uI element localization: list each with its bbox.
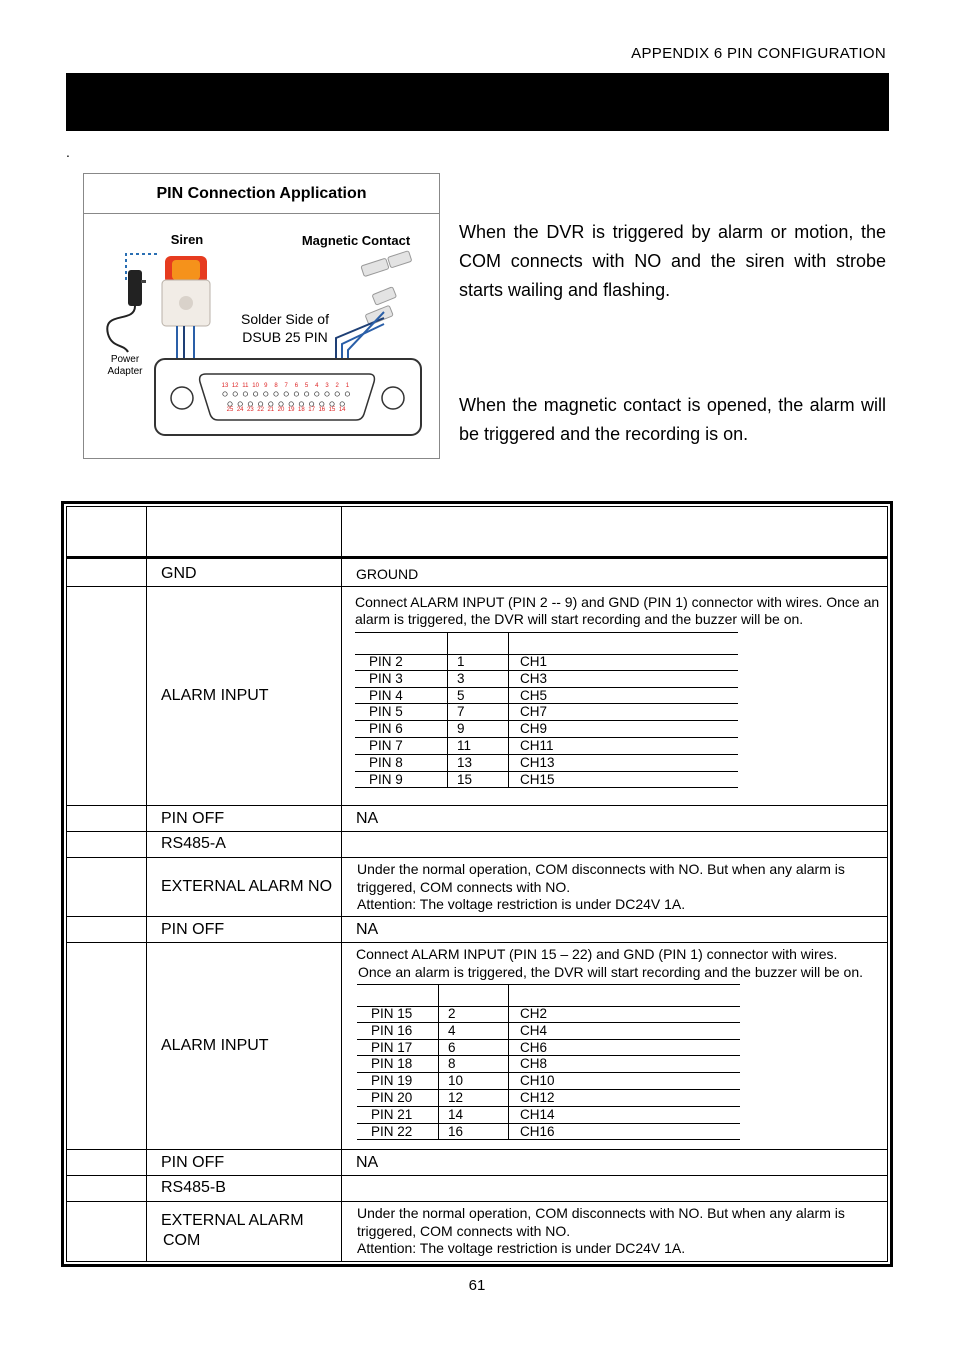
alarm-map-ch: CH8	[520, 1056, 548, 1072]
alarm-map-ch: CH3	[520, 670, 548, 686]
solder-side-label-1: Solder Side of	[241, 311, 329, 327]
alarm-map-num: 11	[457, 738, 472, 753]
alarm-map-pin: PIN 20	[371, 1090, 413, 1105]
power-adapter-icon	[107, 270, 146, 352]
dsub-pin-hole	[228, 402, 232, 406]
alarm-map-pin: PIN 3	[369, 670, 403, 686]
row-rule	[66, 1149, 888, 1150]
alarm-map-num: 16	[448, 1123, 464, 1139]
dsub-pin-label: 8	[274, 383, 278, 389]
alarm-map-row	[357, 1056, 740, 1073]
dsub-pin-hole	[269, 402, 273, 406]
dsub-pin-label: 18	[298, 407, 305, 413]
description-line: Once an alarm is triggered, the DVR will start recording and the buzzer will be on.	[358, 964, 864, 980]
row-rule	[66, 857, 888, 858]
dsub-pin-hole	[233, 392, 237, 396]
description-cell: NA	[356, 921, 379, 938]
alarm-map-row	[355, 772, 738, 789]
alarm-map-ch: CH11	[520, 738, 554, 753]
function-cell: PIN OFF	[161, 810, 225, 827]
description-cell: NA	[356, 1154, 379, 1171]
alarm-map-row	[355, 738, 738, 755]
dsub-pin-label: 20	[277, 407, 285, 413]
function-cell-line: EXTERNAL ALARM	[161, 1212, 304, 1229]
dsub-pin-hole	[289, 402, 293, 406]
dsub-pin-hole	[253, 392, 257, 396]
alarm-map-pin: PIN 6	[369, 721, 403, 737]
alarm-map-num: 2	[448, 1006, 456, 1021]
table-header-rule	[66, 556, 888, 559]
alarm-map-row	[355, 704, 738, 721]
page-header: APPENDIX 6 PIN CONFIGURATION	[631, 45, 886, 62]
alarm-map-num: 9	[457, 721, 465, 737]
description-cell: Connect ALARM INPUT (PIN 2 -- 9) and GND (PIN 1) connector with wires. Once an alarm is triggered, the DVR will start recording and the buzzer will be on.	[355, 594, 880, 627]
description-line: triggered, COM connects with NO.	[357, 1223, 571, 1239]
alarm-map-num: 14	[448, 1106, 464, 1122]
dsub-pin-label: 3	[325, 383, 329, 389]
alarm-map-row	[357, 1090, 740, 1107]
alarm-map-ch: CH13	[520, 754, 555, 770]
description-line: Attention: The voltage restriction is under DC24V 1A.	[357, 896, 686, 912]
alarm-map-num: 15	[457, 771, 473, 787]
magnetic-paragraph: When the magnetic contact is opened, the alarm will be triggered and the recording is on.	[459, 395, 886, 444]
alarm-map-pin: PIN 5	[369, 704, 403, 720]
function-cell: RS485-B	[161, 1179, 226, 1196]
page-number: 61	[468, 1277, 486, 1294]
description-cell: NA	[356, 810, 379, 827]
alarm-map-num: 10	[448, 1073, 464, 1089]
dsub-pin-label: 23	[247, 407, 254, 413]
sub-table-top-rule	[357, 984, 740, 985]
alarm-map-num: 13	[457, 754, 473, 770]
dsub-pin-hole	[294, 392, 298, 396]
alarm-map-ch: CH1	[520, 654, 548, 669]
function-cell: EXTERNAL ALARM NO	[161, 878, 333, 895]
dsub-pin-label: 5	[304, 383, 309, 389]
dsub-pin-hole	[238, 402, 242, 406]
dsub-pin-hole	[325, 392, 329, 396]
alarm-map-num: 7	[457, 704, 465, 720]
alarm-map-row	[355, 671, 738, 688]
alarm-map-ch: CH4	[520, 1022, 548, 1038]
power-adapter-label-2: Adapter	[107, 366, 143, 377]
alarm-map-row	[355, 654, 738, 671]
magnetic-contact-icon	[359, 251, 412, 326]
solder-side-label-2: DSUB 25 PIN	[242, 329, 328, 345]
dsub-pin-hole	[309, 402, 313, 406]
description-line: Under the normal operation, COM disconnects with NO. But when any alarm is	[357, 861, 845, 877]
alarm-map-row	[357, 1040, 740, 1057]
dsub-pin-hole	[248, 402, 252, 406]
alarm-map-row	[355, 755, 738, 772]
row-rule	[66, 942, 888, 943]
alarm-map-pin: PIN 9	[369, 771, 403, 787]
function-cell: ALARM INPUT	[161, 1037, 269, 1054]
alarm-map-ch: CH5	[520, 687, 548, 703]
power-adapter-label-1: Power	[110, 354, 140, 365]
alarm-map-pin: PIN 18	[371, 1056, 413, 1072]
dsub-pin-hole	[279, 402, 283, 406]
magnetic-contact-label: Magnetic Contact	[301, 233, 411, 248]
figure-title: PIN Connection Application	[84, 174, 439, 214]
stray-dot: .	[66, 144, 70, 160]
section-title-band	[66, 73, 889, 131]
alarm-map-row	[357, 1107, 740, 1124]
row-rule	[66, 805, 888, 806]
dsub-pin-hole	[223, 392, 227, 396]
dsub-pin-label: 25	[226, 407, 234, 413]
dsub-pin-hole	[284, 392, 288, 396]
row-rule	[66, 1175, 888, 1176]
dsub-pin-label: 6	[294, 383, 299, 389]
siren-label: Siren	[170, 232, 204, 247]
dsub-pin-label: 22	[257, 407, 264, 413]
dsub-pin-label: 19	[287, 407, 295, 413]
row-rule	[66, 831, 888, 832]
dsub-pin-label: 16	[318, 407, 326, 413]
dsub-pin-label: 9	[264, 383, 268, 389]
alarm-map-pin: PIN 4	[369, 687, 403, 703]
alarm-map-pin: PIN 8	[369, 754, 403, 770]
dsub-pin-hole	[243, 392, 247, 396]
alarm-map-ch: CH16	[520, 1123, 555, 1139]
dsub-pin-hole	[320, 402, 324, 406]
dsub-pin-label: 15	[328, 407, 336, 413]
alarm-map-row	[357, 1124, 740, 1141]
dsub-pin-label: 14	[338, 407, 346, 413]
alarm-map-row	[357, 1006, 740, 1023]
alarm-map-num: 5	[457, 687, 465, 703]
dsub-pin-label: 24	[236, 407, 244, 413]
dsub-pin-hole	[299, 402, 303, 406]
function-cell: PIN OFF	[161, 921, 225, 938]
alarm-map-ch: CH2	[520, 1006, 548, 1021]
alarm-map-pin: PIN 15	[371, 1006, 413, 1021]
function-cell: RS485-A	[161, 835, 226, 852]
dsub-pin-label: 1	[345, 383, 350, 389]
row-rule	[66, 916, 888, 917]
row-rule	[66, 586, 888, 587]
description-line: Under the normal operation, COM disconnects with NO. But when any alarm is	[357, 1205, 845, 1221]
dsub-connector-icon	[155, 359, 421, 435]
alarm-map-ch: CH9	[520, 721, 548, 737]
row-rule	[66, 1201, 888, 1202]
dsub-pin-label: 11	[242, 383, 249, 389]
alarm-map-pin: PIN 17	[371, 1039, 413, 1055]
alarm-map-pin: PIN 2	[369, 654, 403, 669]
alarm-map-ch: CH10	[520, 1073, 555, 1089]
dsub-pin-hole	[264, 392, 268, 396]
alarm-map-ch: CH7	[520, 704, 548, 720]
description-line: Attention: The voltage restriction is under DC24V 1A.	[357, 1240, 686, 1256]
dsub-pin-label: 2	[335, 383, 339, 389]
alarm-map-num: 4	[448, 1022, 456, 1038]
dsub-pin-label: 7	[284, 383, 288, 389]
dsub-pin-hole	[340, 402, 344, 406]
alarm-map-ch: CH12	[520, 1090, 555, 1105]
function-cell-line: COM	[163, 1232, 201, 1249]
alarm-map-ch: CH6	[520, 1039, 548, 1055]
alarm-map-num: 6	[448, 1039, 456, 1055]
dsub-pin-hole	[315, 392, 319, 396]
dsub-pin-label: 21	[267, 407, 275, 413]
dsub-pin-hole	[330, 402, 334, 406]
alarm-map-pin: PIN 19	[371, 1073, 413, 1089]
description-cell: GROUND	[356, 566, 419, 582]
alarm-map-num: 1	[457, 654, 465, 669]
alarm-map-pin: PIN 7	[369, 738, 403, 753]
sub-table-top-rule	[355, 632, 738, 633]
dsub-pin-hole	[304, 392, 308, 396]
function-cell: ALARM INPUT	[161, 687, 269, 704]
alarm-map-pin: PIN 16	[371, 1022, 413, 1038]
dsub-pin-hole	[345, 392, 349, 396]
dsub-pin-hole	[258, 402, 262, 406]
alarm-map-num: 3	[457, 670, 465, 686]
dsub-pin-label: 4	[315, 383, 319, 389]
dsub-pin-label: 13	[221, 383, 229, 389]
alarm-map-num: 12	[448, 1090, 464, 1105]
dsub-pin-label: 12	[231, 383, 239, 389]
connection-diagram	[84, 214, 439, 458]
alarm-map-row	[357, 1073, 740, 1090]
dsub-pin-label: 17	[308, 407, 315, 413]
dsub-pin-hole	[335, 392, 339, 396]
alarm-map-pin: PIN 21	[371, 1106, 413, 1122]
alarm-map-num: 8	[448, 1056, 456, 1072]
alarm-map-row	[357, 1023, 740, 1040]
function-cell: PIN OFF	[161, 1154, 225, 1171]
pin-connection-figure	[83, 173, 440, 459]
alarm-map-pin: PIN 22	[371, 1123, 413, 1139]
function-cell: GND	[161, 565, 197, 582]
dsub-pin-hole	[274, 392, 278, 396]
description-line: triggered, COM connects with NO.	[357, 879, 571, 895]
alarm-map-row	[355, 721, 738, 738]
description-line: Connect ALARM INPUT (PIN 15 – 22) and GND (PIN 1) connector with wires.	[356, 946, 838, 962]
siren-paragraph: When the DVR is triggered by alarm or motion, the COM connects with NO and the siren with strobe starts wailing and flashing.	[459, 222, 886, 300]
alarm-map-ch: CH14	[520, 1106, 555, 1122]
dsub-pin-label: 10	[252, 383, 259, 389]
siren-icon	[162, 256, 210, 326]
alarm-map-row	[355, 688, 738, 705]
alarm-map-ch: CH15	[520, 771, 555, 787]
